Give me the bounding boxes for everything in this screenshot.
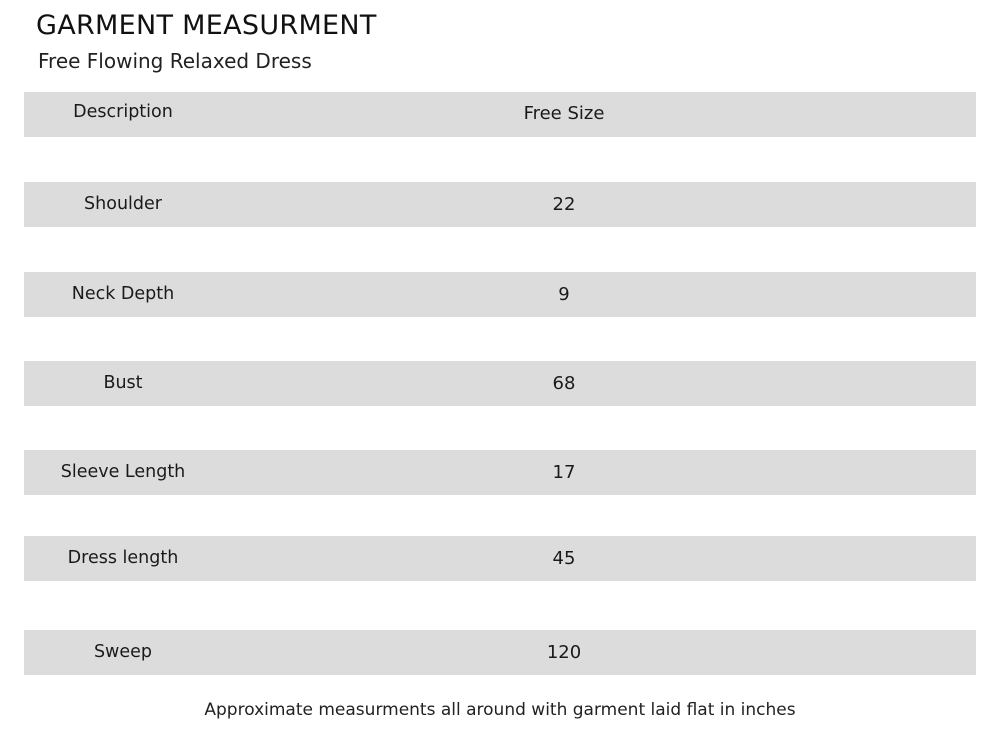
row-description: Sweep bbox=[93, 642, 153, 662]
row-value: 9 bbox=[558, 284, 570, 305]
header-description: Description bbox=[73, 102, 173, 122]
table-row bbox=[24, 630, 976, 675]
page-subtitle: Free Flowing Relaxed Dress bbox=[38, 49, 312, 73]
table-header-row bbox=[24, 92, 976, 137]
row-value: 68 bbox=[552, 373, 576, 394]
row-description: Shoulder bbox=[84, 194, 162, 214]
table-row bbox=[24, 450, 976, 495]
row-value: 45 bbox=[552, 548, 576, 569]
row-description: Sleeve Length bbox=[60, 462, 186, 482]
row-description: Bust bbox=[103, 373, 143, 393]
table-row bbox=[24, 182, 976, 227]
row-value: 120 bbox=[546, 642, 582, 663]
row-description: Neck Depth bbox=[71, 284, 175, 304]
table-row bbox=[24, 272, 976, 317]
row-value: 22 bbox=[552, 194, 576, 215]
row-value: 17 bbox=[552, 462, 576, 483]
footnote: Approximate measurments all around with garment laid flat in inches bbox=[204, 700, 796, 720]
header-size: Free Size bbox=[523, 103, 605, 124]
table-row bbox=[24, 361, 976, 406]
page-title: GARMENT MEASURMENT bbox=[36, 10, 377, 41]
row-description: Dress length bbox=[67, 548, 179, 568]
table-row bbox=[24, 536, 976, 581]
